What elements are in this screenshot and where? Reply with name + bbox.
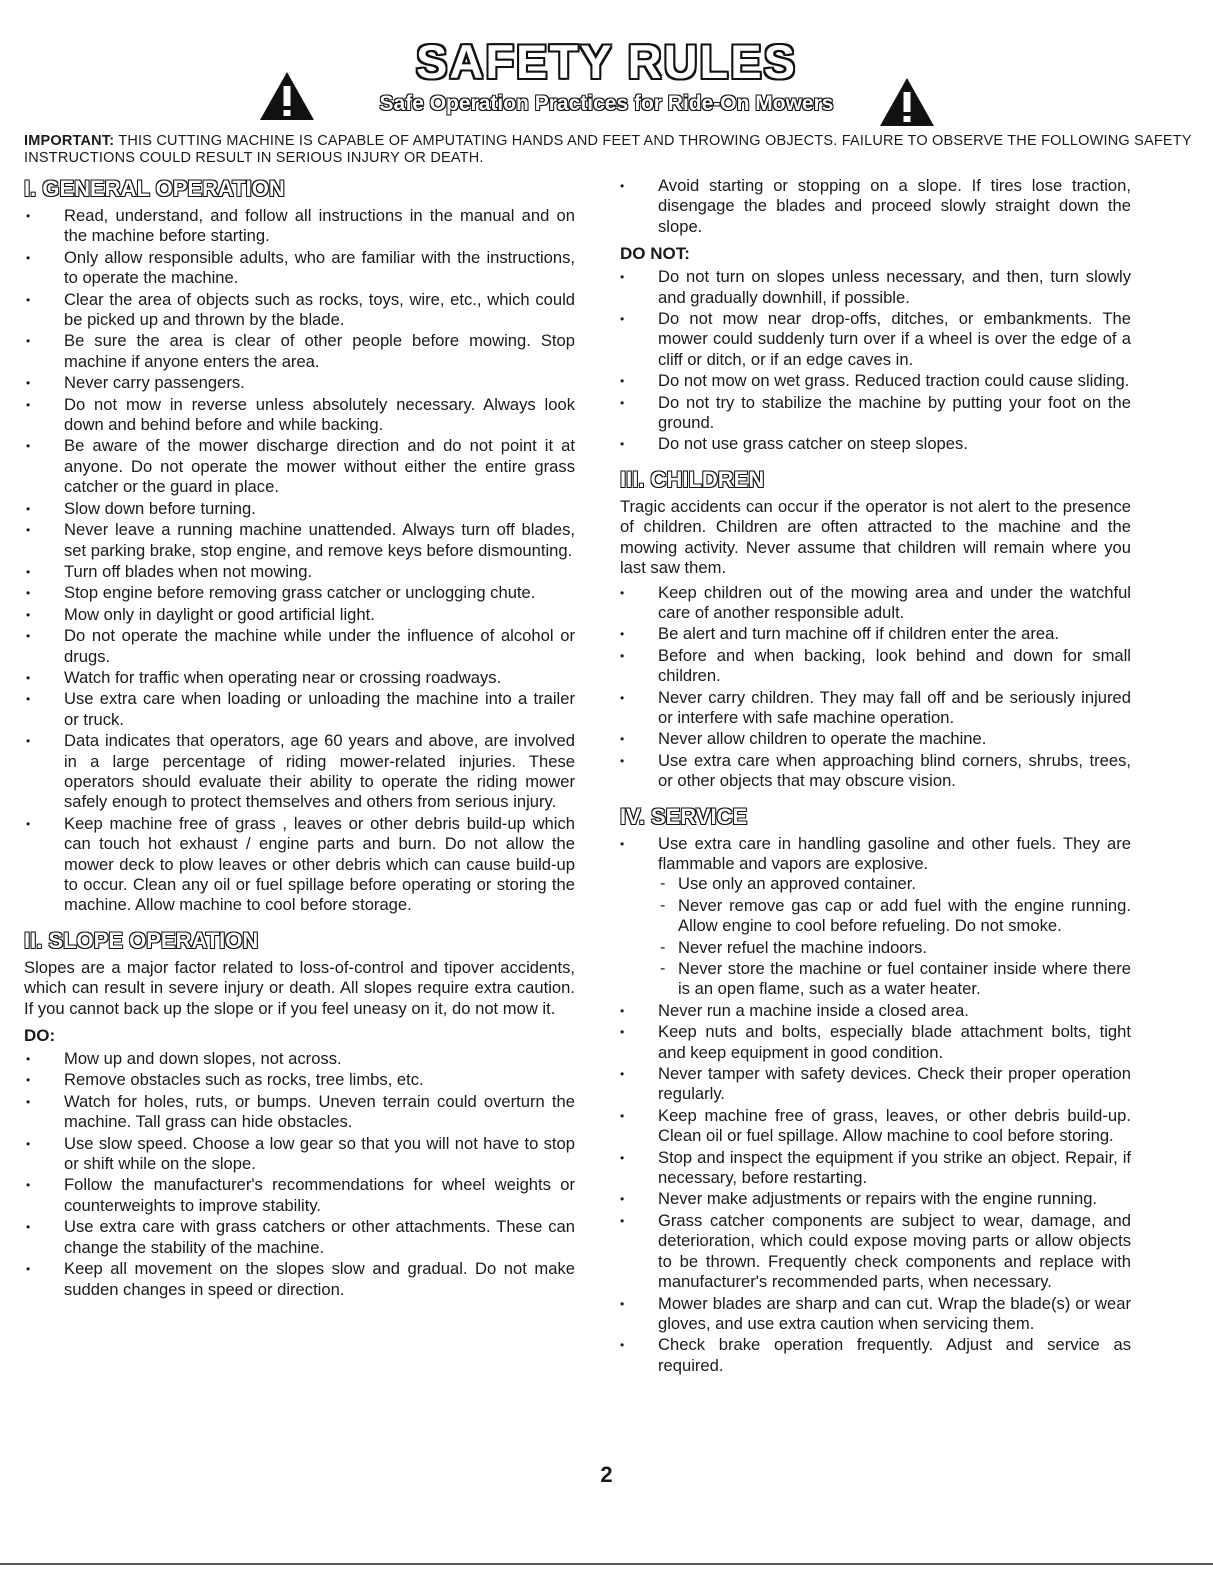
list-item: • Stop engine before removing grass catcher or unclogging chute. bbox=[64, 583, 575, 603]
important-notice bbox=[24, 133, 1194, 167]
list-item: • Do not mow in reverse unless absolutely necessary. Always look down and behind before and while backing. bbox=[64, 395, 575, 436]
list-item: • Use extra care when loading or unloading the machine into a trailer or truck. bbox=[64, 689, 575, 730]
list-item: • Never run a machine inside a closed area. bbox=[658, 1001, 1131, 1021]
service-list bbox=[620, 834, 1131, 1377]
list-item: • Follow the manufacturer's recommendations for wheel weights or counterweights to improve stability. bbox=[64, 1175, 575, 1216]
list-item: • Never carry passengers. bbox=[64, 373, 575, 393]
list-item: • Slow down before turning. bbox=[64, 499, 575, 519]
list-item: • Never allow children to operate the machine. bbox=[658, 729, 1131, 749]
slope-intro: Slopes are a major factor related to loss-of-control and tipover accidents, which can result in severe injury or death. All slopes require extra caution. If you cannot back up the slope or if you feel uneasy on it, do not mow it. bbox=[24, 957, 575, 1018]
list-item: • Keep children out of the mowing area and under the watchful care of another responsible adult. bbox=[658, 583, 1131, 624]
do-not-list bbox=[620, 267, 1131, 455]
list-item: • Before and when backing, look behind and down for small children. bbox=[658, 646, 1131, 687]
list-item: • Watch for holes, ruts, or bumps. Uneven terrain could overturn the machine. Tall grass can hide obstacles. bbox=[64, 1092, 575, 1133]
list-item: • Data indicates that operators, age 60 years and above, are involved in a large percentage of riding mower-related injuries. These operators should evaluate their ability to operate the riding mower safely enough to protect themselves and others from serious injury. bbox=[64, 731, 575, 813]
list-item: • Do not mow on wet grass. Reduced traction could cause sliding. bbox=[658, 371, 1131, 391]
list-item: • Mower blades are sharp and can cut. Wrap the blade(s) or wear gloves, and use extra caution when servicing them. bbox=[658, 1294, 1131, 1335]
page-subtitle: Safe Operation Practices for Ride-On Mowers bbox=[379, 92, 834, 115]
list-item: • Use slow speed. Choose a low gear so that you will not have to stop or shift while on the slope. bbox=[64, 1134, 575, 1175]
list-item: • Check brake operation frequently. Adjust and service as required. bbox=[658, 1335, 1131, 1376]
list-item: • Grass catcher components are subject to wear, damage, and deterioration, which could expose moving parts or allow objects to be thrown. Frequently check components and replace with manufacturer's recommended parts, when necessary. bbox=[658, 1211, 1131, 1293]
sub-list-item: - Never store the machine or fuel container inside where there is an open flame, such as a water heater. bbox=[678, 959, 1131, 1000]
general-list bbox=[64, 206, 575, 916]
do-label: DO: bbox=[24, 1026, 56, 1046]
list-item: • Mow only in daylight or good artificial light. bbox=[64, 605, 575, 625]
list-item: • Keep all movement on the slopes slow and gradual. Do not make sudden changes in speed or direction. bbox=[64, 1259, 575, 1300]
children-intro: Tragic accidents can occur if the operator is not alert to the presence of children. Children are often attracted to the machine and the mowing activity. Never assume that children will remain where you last saw them. bbox=[620, 496, 1131, 578]
list-item: • Read, understand, and follow all instructions in the manual and on the machine before starting. bbox=[64, 206, 575, 247]
list-item: • Never tamper with safety devices. Check their proper operation regularly. bbox=[658, 1064, 1131, 1105]
page-edge-divider bbox=[0, 1563, 1213, 1565]
list-item: • Keep nuts and bolts, especially blade attachment bolts, tight and keep equipment in good condition. bbox=[658, 1022, 1131, 1063]
list-item: • Mow up and down slopes, not across. bbox=[64, 1049, 575, 1069]
sub-list-item: - Never refuel the machine indoors. bbox=[678, 938, 1131, 958]
list-item: • Remove obstacles such as rocks, tree limbs, etc. bbox=[64, 1070, 575, 1090]
list-item: • Avoid starting or stopping on a slope. If tires lose traction, disengage the blades and proceed slowly straight down the slope. bbox=[658, 176, 1131, 237]
page-number: 2 bbox=[600, 1462, 613, 1487]
fuel-item-text: Use extra care in handling gasoline and other fuels. They are flammable and vapors are explosive. bbox=[658, 833, 1131, 873]
do-list-continued bbox=[620, 176, 1131, 237]
sub-list-item: - Never remove gas cap or add fuel with the engine running. Allow engine to cool before refueling. Do not smoke. bbox=[678, 896, 1131, 937]
list-item: • Keep machine free of grass, leaves, or other debris build-up. Clean oil or fuel spillage. Allow machine to cool before storing. bbox=[658, 1106, 1131, 1147]
list-item bbox=[658, 834, 1131, 1000]
list-item: • Do not try to stabilize the machine by putting your foot on the ground. bbox=[658, 393, 1131, 434]
fuel-sublist bbox=[658, 874, 1131, 999]
list-item: • Use extra care when approaching blind corners, shrubs, trees, or other objects that may obscure vision. bbox=[658, 751, 1131, 792]
list-item: • Do not turn on slopes unless necessary, and then, turn slowly and gradually downhill, if possible. bbox=[658, 267, 1131, 308]
list-item: • Clear the area of objects such as rocks, toys, wire, etc., which could be picked up and thrown by the blade. bbox=[64, 290, 575, 331]
do-not-label: DO NOT: bbox=[620, 244, 690, 264]
list-item: • Do not operate the machine while under the influence of alcohol or drugs. bbox=[64, 626, 575, 667]
page-title: SAFETY RULES bbox=[416, 35, 797, 88]
list-item: • Be sure the area is clear of other people before mowing. Stop machine if anyone enters the area. bbox=[64, 331, 575, 372]
left-column bbox=[24, 176, 575, 1301]
list-item: • Do not mow near drop-offs, ditches, or embankments. The mower could suddenly turn over if a wheel is over the edge of a cliff or ditch, or if an edge caves in. bbox=[658, 309, 1131, 370]
do-list bbox=[64, 1049, 575, 1300]
list-item: • Only allow responsible adults, who are familiar with the instructions, to operate the machine. bbox=[64, 248, 575, 289]
list-item: • Never make adjustments or repairs with the engine running. bbox=[658, 1189, 1131, 1209]
list-item: • Do not use grass catcher on steep slopes. bbox=[658, 434, 1131, 454]
list-item: • Use extra care with grass catchers or other attachments. These can change the stability of the machine. bbox=[64, 1217, 575, 1258]
list-item: • Never leave a running machine unattended. Always turn off blades, set parking brake, stop engine, and remove keys before dismounting. bbox=[64, 520, 575, 561]
list-item: • Never carry children. They may fall off and be seriously injured or interfere with safe machine operation. bbox=[658, 688, 1131, 729]
section-heading-general: I. GENERAL OPERATION bbox=[24, 176, 285, 201]
sub-list-item: - Use only an approved container. bbox=[678, 874, 1131, 894]
list-item: • Turn off blades when not mowing. bbox=[64, 562, 575, 582]
children-list bbox=[620, 583, 1131, 792]
list-item: • Be alert and turn machine off if children enter the area. bbox=[658, 624, 1131, 644]
section-heading-children: III. CHILDREN bbox=[620, 466, 765, 492]
right-column bbox=[620, 176, 1131, 1377]
important-text: THIS CUTTING MACHINE IS CAPABLE OF AMPUTATING HANDS AND FEET AND THROWING OBJECTS. FAILURE TO OBSERVE THE FOLLOWING SAFETY INSTRUCTIONS COULD RESULT IN SERIOUS INJURY OR DEATH. bbox=[24, 133, 1192, 166]
list-item: • Keep machine free of grass , leaves or other debris build-up which can touch hot exhaust / engine parts and burn. Do not allow the mower deck to plow leaves or other debris which can cause build-up to occur. Clean any oil or fuel spillage before operating or storing the machine. Allow machine to cool before storage. bbox=[64, 814, 575, 916]
section-heading-slope: II. SLOPE OPERATION bbox=[24, 927, 259, 953]
list-item: • Watch for traffic when operating near or crossing roadways. bbox=[64, 668, 575, 688]
list-item: • Stop and inspect the equipment if you strike an object. Repair, if necessary, before restarting. bbox=[658, 1148, 1131, 1189]
section-heading-service: IV. SERVICE bbox=[620, 803, 748, 829]
list-item: • Be aware of the mower discharge direction and do not point it at anyone. Do not operate the mower without either the entire grass catcher or the guard in place. bbox=[64, 436, 575, 497]
important-label: IMPORTANT: bbox=[24, 133, 115, 149]
